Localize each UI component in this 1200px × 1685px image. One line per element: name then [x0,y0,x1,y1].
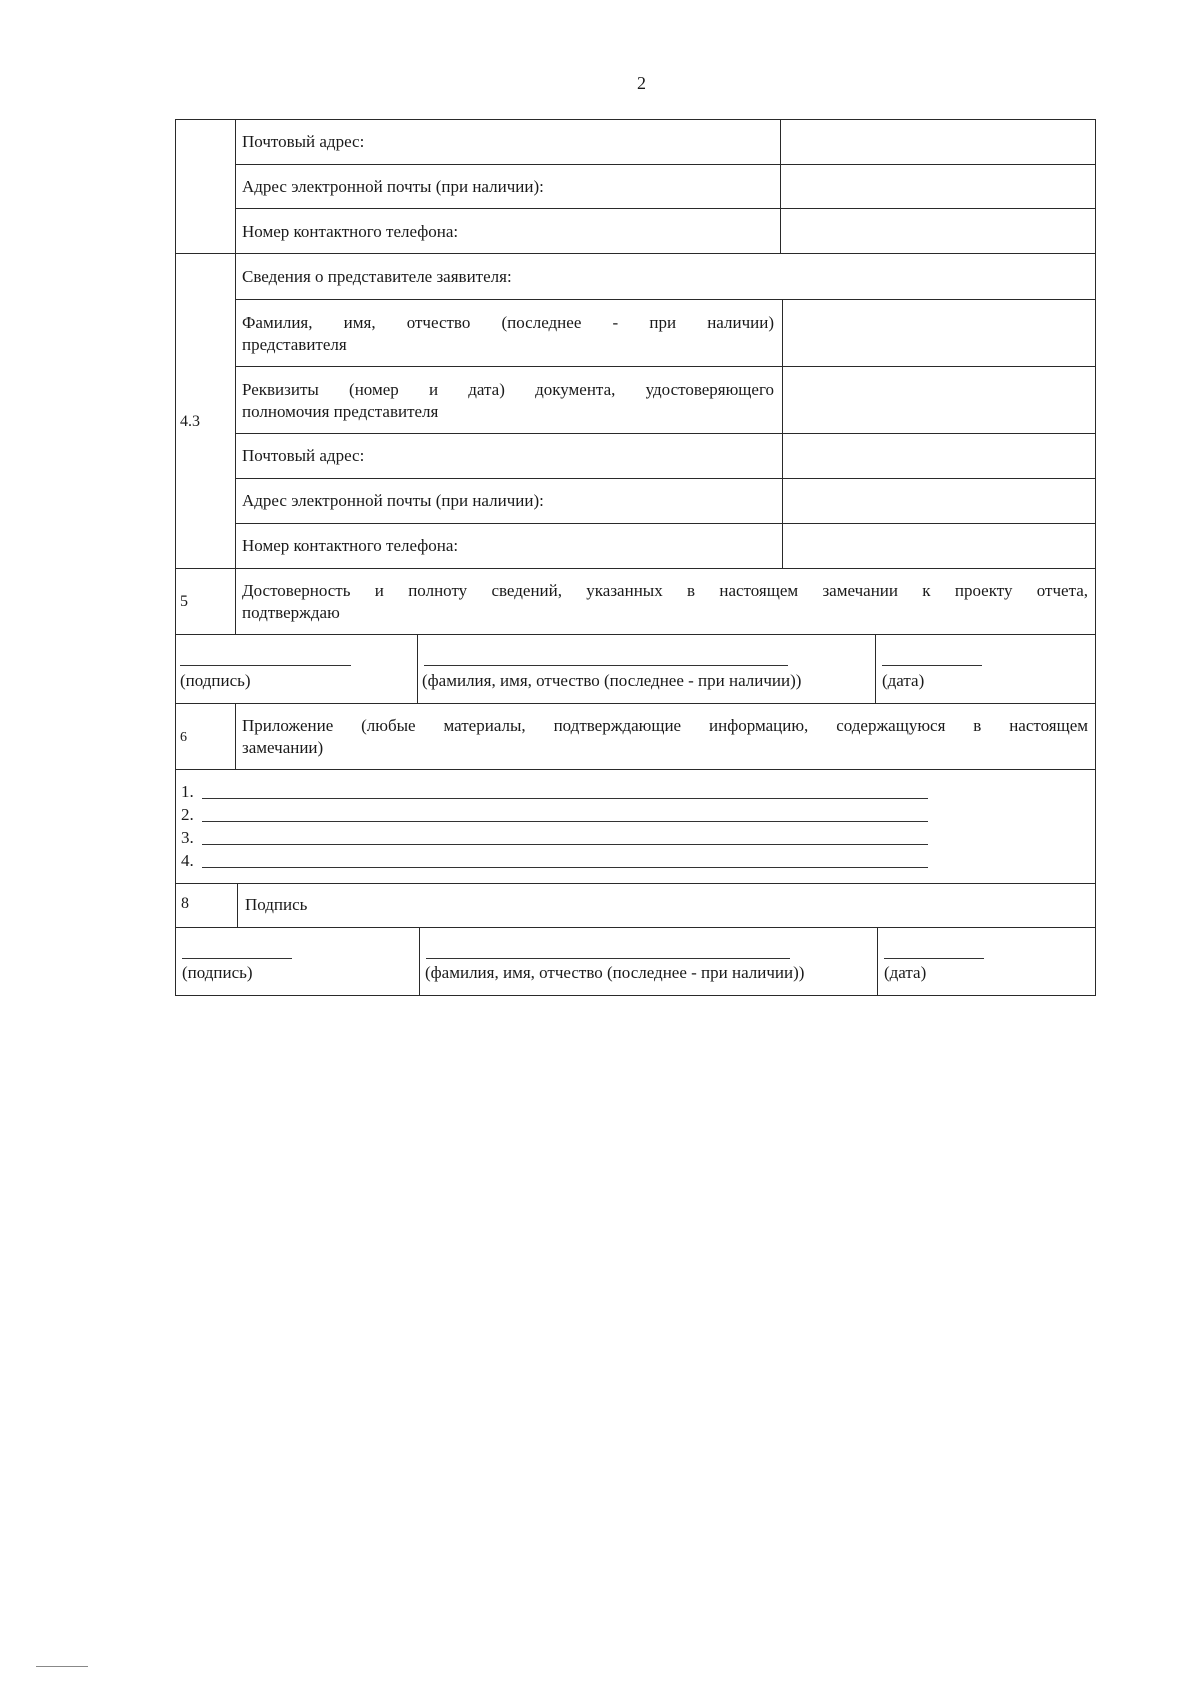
scan-mark [36,1666,88,1667]
confirmation-text-line1: Достоверность и полноту сведений, указанных в настоящем замечании к проекту отчета, [242,581,1088,600]
email-field[interactable] [781,165,1095,208]
fio-caption: (фамилия, имя, отчество (последнее - при наличии)) [425,963,805,982]
fio-caption: (фамилия, имя, отчество (последнее - при наличии)) [422,671,802,690]
authority-document-label-line2: полномочия представителя [242,402,439,421]
section-number-4-3: 4.3 [180,413,200,430]
date-caption: (дата) [882,671,925,690]
attachment-item-number: 4. [181,851,194,870]
signature-caption: (подпись) [180,671,251,690]
email-label: Адрес электронной почты (при наличии): [242,177,544,196]
section-number-8: 8 [181,895,189,912]
representative-phone-label: Номер контактного телефона: [242,536,459,555]
representative-fio-label-line2: представителя [242,335,347,354]
representative-fio-label-line1: Фамилия, имя, отчество (последнее - при наличии) [242,313,774,332]
attachment-item-number: 1. [181,782,194,801]
attachments-text-line1: Приложение (любые материалы, подтверждающие информацию, содержащуюся в настоящем [242,716,1088,735]
representative-postal-address-label: Почтовый адрес: [242,446,365,465]
page-number: 2 [637,73,646,93]
postal-address-field[interactable] [781,120,1095,164]
attachments-text-line2: замечании) [242,738,324,757]
representative-header: Сведения о представителе заявителя: [242,267,512,286]
date-caption: (дата) [884,963,927,982]
attachment-item-line[interactable] [202,798,928,799]
signature-caption: (подпись) [182,963,253,982]
phone-label: Номер контактного телефона: [242,222,459,241]
attachment-item-line[interactable] [202,867,928,868]
phone-field[interactable] [781,209,1095,253]
representative-email-label: Адрес электронной почты (при наличии): [242,491,544,510]
attachment-item-number: 2. [181,805,194,824]
representative-email-field[interactable] [783,479,1095,523]
attachment-item-line[interactable] [202,821,928,822]
signature-blank-line[interactable] [182,958,292,959]
postal-address-label: Почтовый адрес: [242,132,365,151]
section-number-5: 5 [180,593,188,610]
date-blank-line[interactable] [884,958,984,959]
section-number-6: 6 [180,730,187,745]
attachment-item-line[interactable] [202,844,928,845]
fio-blank-line[interactable] [424,665,788,666]
confirmation-text-line2: подтверждаю [242,603,340,622]
representative-fio-field[interactable] [783,300,1095,366]
signature-blank-line[interactable] [180,665,351,666]
signature-section-header: Подпись [245,895,308,914]
representative-phone-field[interactable] [783,524,1095,568]
date-blank-line[interactable] [882,665,982,666]
attachment-item-number: 3. [181,828,194,847]
authority-document-field[interactable] [783,367,1095,433]
representative-postal-address-field[interactable] [783,434,1095,478]
authority-document-label-line1: Реквизиты (номер и дата) документа, удостоверяющего [242,380,774,399]
fio-blank-line[interactable] [426,958,790,959]
